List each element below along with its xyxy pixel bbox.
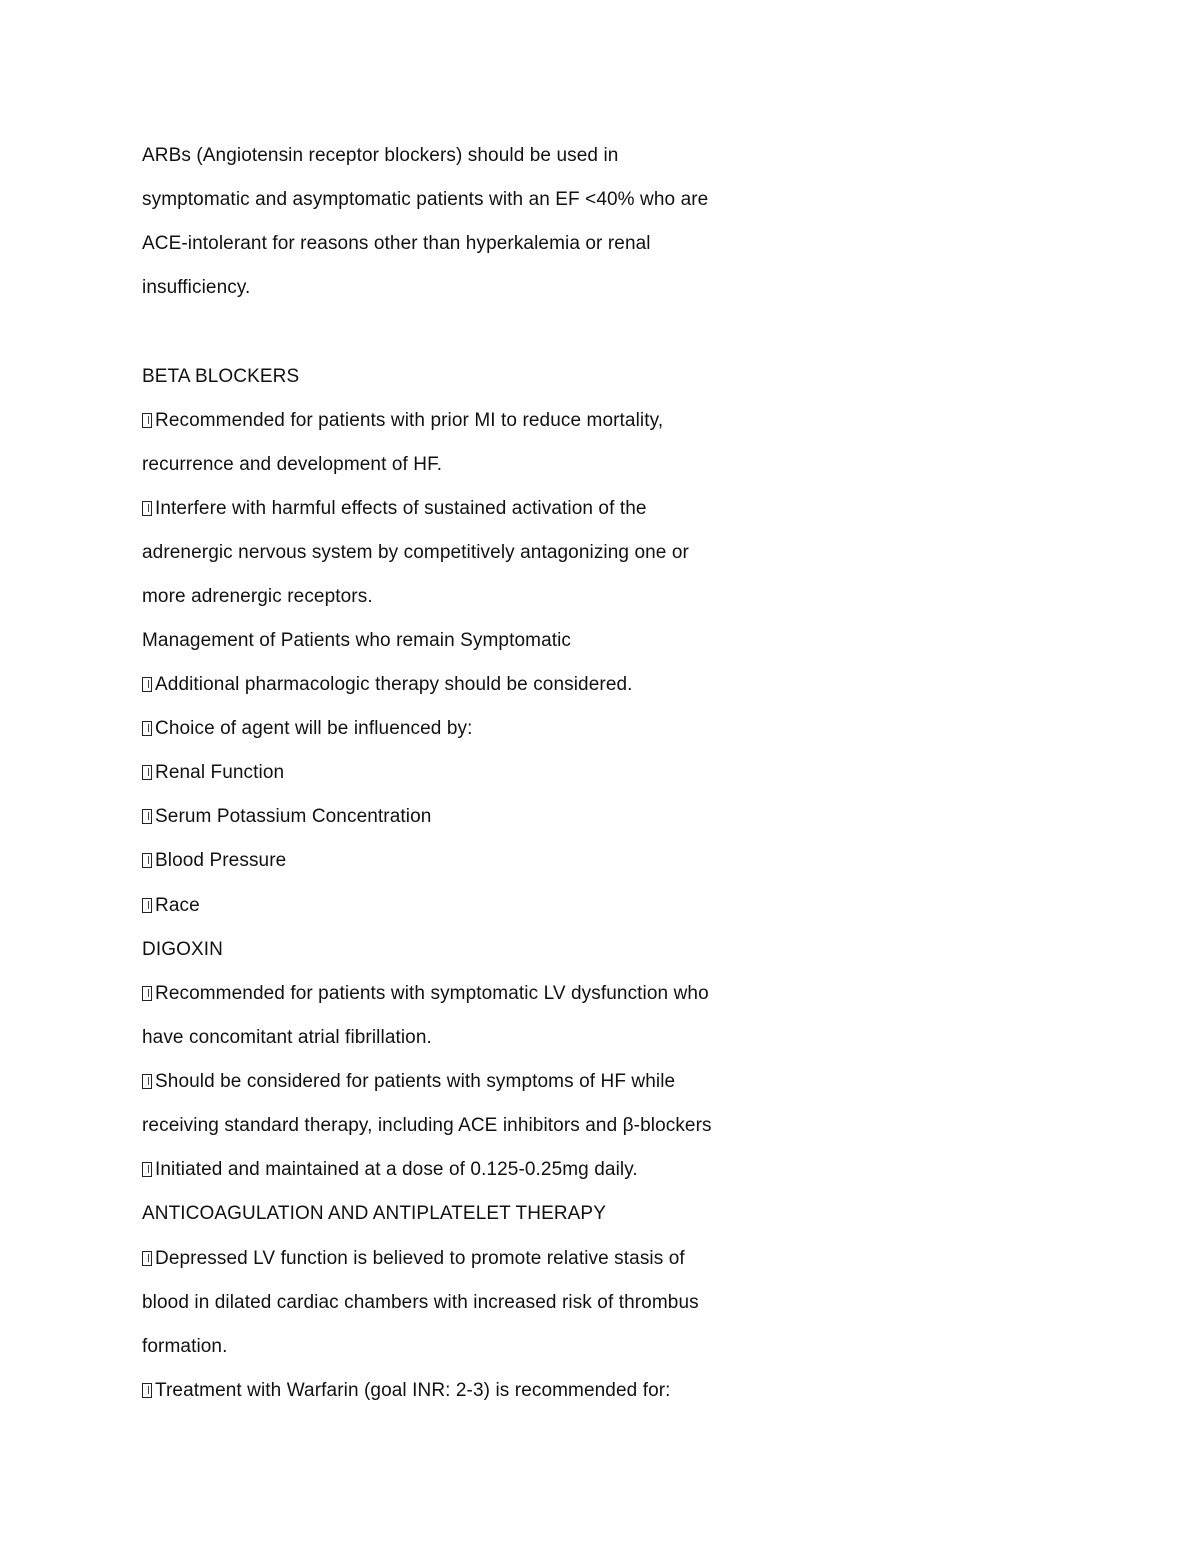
digoxin-item-3: Initiated and maintained at a dose of 0.125-0.25mg daily. [142,1158,638,1182]
beta-item-2b: adrenergic nervous system by competitively antagonizing one or [142,542,689,563]
mgmt-item-6: Race [142,894,200,918]
digoxin-heading: DIGOXIN [142,939,223,960]
bullet-icon [142,809,152,824]
mgmt-item-5: Blood Pressure [142,849,286,873]
bullet-icon [142,986,152,1001]
anticoagulation-heading: ANTICOAGULATION AND ANTIPLATELET THERAPY [142,1203,606,1224]
arbs-line-1: ARBs (Angiotensin receptor blockers) should be used in [142,145,619,166]
bullet-icon [142,1162,152,1177]
mgmt-item-3: Renal Function [142,761,284,785]
management-heading: Management of Patients who remain Symptomatic [142,630,572,651]
arbs-line-3: ACE-intolerant for reasons other than hyperkalemia or renal [142,233,651,254]
anticoag-item-1b: blood in dilated cardiac chambers with increased risk of thrombus [142,1292,699,1313]
bullet-icon [142,765,152,780]
digoxin-item-2b: receiving standard therapy, including ACE inhibitors and β-blockers [142,1115,712,1136]
anticoag-item-2: Treatment with Warfarin (goal INR: 2-3) is recommended for: [142,1379,671,1403]
digoxin-item-2a: Should be considered for patients with symptoms of HF while [142,1070,675,1094]
bullet-icon [142,413,152,428]
bullet-icon [142,1251,152,1266]
mgmt-item-1: Additional pharmacologic therapy should be considered. [142,673,633,697]
bullet-icon [142,898,152,913]
bullet-icon [142,1074,152,1089]
bullet-icon [142,853,152,868]
beta-item-1a: Recommended for patients with prior MI to reduce mortality, [142,409,663,433]
anticoag-item-1a: Depressed LV function is believed to promote relative stasis of [142,1247,685,1271]
digoxin-item-1a: Recommended for patients with symptomatic LV dysfunction who [142,982,709,1006]
anticoag-item-1c: formation. [142,1336,228,1357]
digoxin-item-1b: have concomitant atrial fibrillation. [142,1027,432,1048]
mgmt-item-4: Serum Potassium Concentration [142,805,431,829]
beta-item-2c: more adrenergic receptors. [142,586,373,607]
beta-item-1b: recurrence and development of HF. [142,454,443,475]
beta-blockers-heading: BETA BLOCKERS [142,366,300,387]
arbs-line-2: symptomatic and asymptomatic patients with an EF <40% who are [142,189,709,210]
bullet-icon [142,1383,152,1398]
bullet-icon [142,677,152,692]
beta-item-2a: Interfere with harmful effects of sustained activation of the [142,497,647,521]
arbs-line-4: insufficiency. [142,277,251,298]
bullet-icon [142,721,152,736]
bullet-icon [142,501,152,516]
mgmt-item-2: Choice of agent will be influenced by: [142,717,473,741]
